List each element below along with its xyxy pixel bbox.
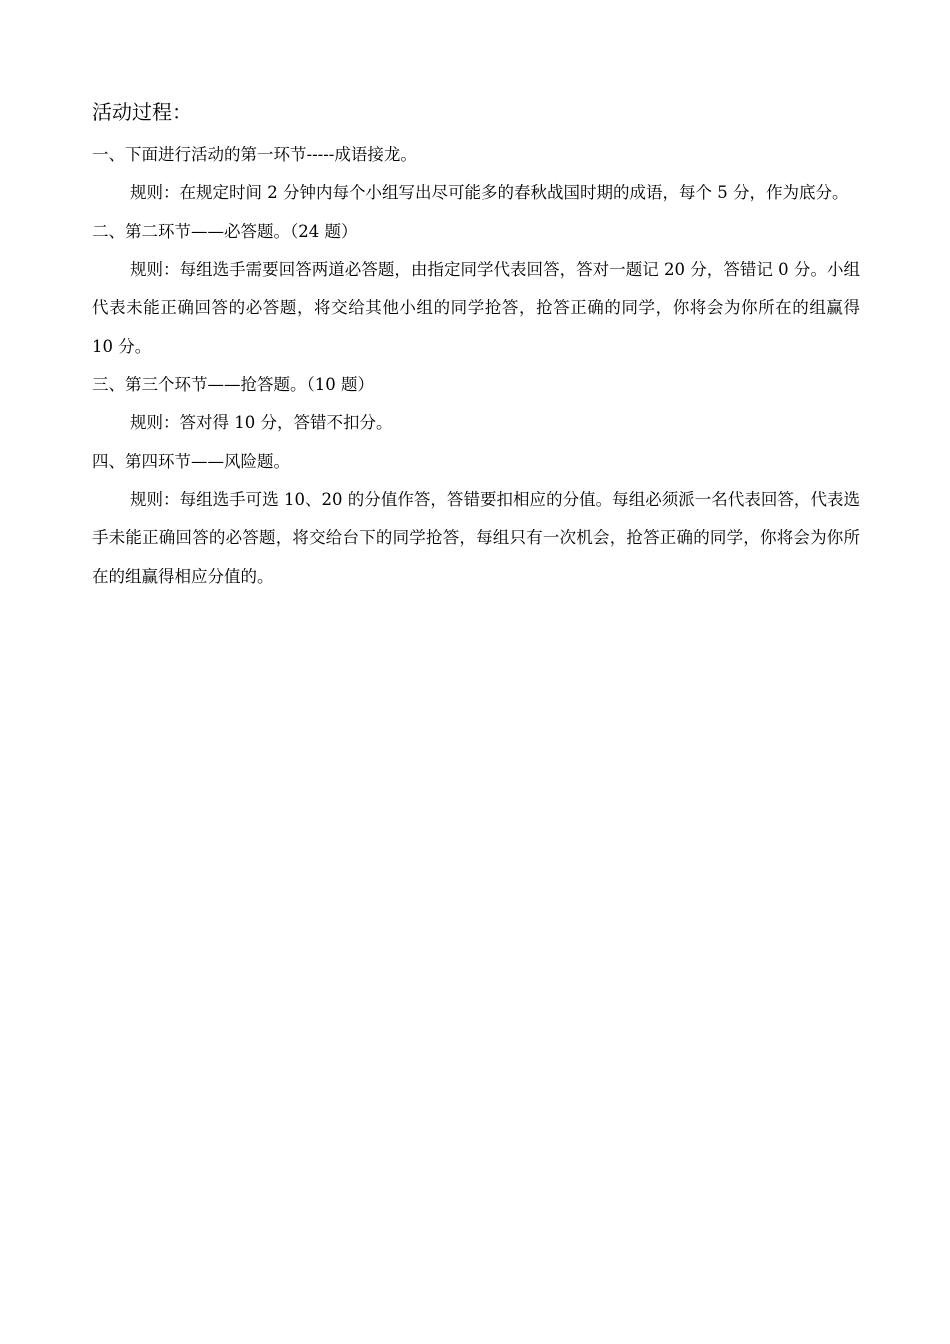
section-3-rule: 规则：答对得 10 分，答错不扣分。 [130,413,393,432]
section-4-heading: 四、第四环节——风险题。 [92,451,290,471]
section-2-rule: 规则：每组选手需要回答两道必答题，由指定同学代表回答，答对一题记 20 分，答错记 0 分。小组代表未能正确回答的必答题，将交给其他小组的同学抢答，抢答正确的同学，你将会为你所在的组赢得 10 分。 [92,259,860,356]
section-2-heading: 二、第二环节——必答题。（24 题） [92,221,358,241]
document-title: 活动过程： [92,100,192,124]
section-3-heading: 三、第三个环节——抢答题。（10 题） [92,375,374,394]
section-1-rule: 规则：在规定时间 2 分钟内每个小组写出尽可能多的春秋战国时期的成语，每个 5 分，作为底分。 [130,183,849,202]
document-page [92,94,860,596]
section-4-rule: 规则：每组选手可选 10、20 的分值作答，答错要扣相应的分值。每组必须派一名代表回答，代表选手未能正确回答的必答题，将交给台下的同学抢答，每组只有一次机会，抢答正确的同学，你将会为你所在的组赢得相应分值的。 [92,489,860,586]
section-1-heading: 一、下面进行活动的第一环节-----成语接龙。 [92,145,417,164]
